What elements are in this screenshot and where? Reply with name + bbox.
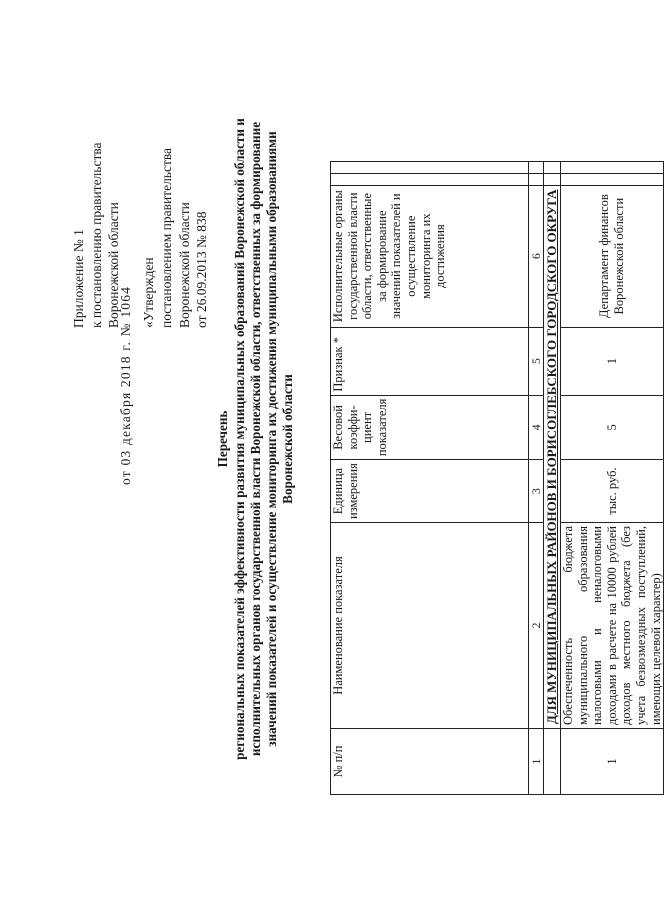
header-weight: Весовой коэффи-циент показателя (331, 395, 529, 460)
table-cell (561, 173, 664, 185)
col-number: 5 (529, 327, 544, 395)
appendix-line: Приложение № 1 (71, 229, 86, 328)
row-sign: 1 (561, 327, 664, 395)
decree-date-number: от 03 декабря 2018 г. № 1064 (118, 285, 133, 485)
appendix-line: Воронежской области (176, 202, 192, 328)
section-row (544, 161, 561, 794)
title-heading: Перечень (215, 410, 230, 468)
header-agency: Исполнительные органы государственной власти области, ответственные за формирование значений показателей и осуществление мониторинга их достижения (331, 185, 529, 327)
header-unit: Единица измерения (331, 460, 529, 523)
table-cell (331, 161, 529, 173)
row-agency: Департамент финансов Воронежской области (561, 185, 664, 327)
document-title (215, 35, 296, 843)
row-unit: тыс. руб. (561, 460, 664, 523)
table-row (561, 161, 664, 794)
appendix-line: постановлением правительства (158, 147, 174, 328)
appendix-line: Воронежской области (106, 202, 122, 328)
row-weight: 5 (561, 395, 664, 460)
col-number: 6 (529, 185, 544, 327)
col-number: 4 (529, 395, 544, 460)
table-cell (544, 729, 561, 795)
appendix-line: «Утвержден (141, 257, 157, 328)
col-number: 3 (529, 460, 544, 523)
header-num: № п/п (331, 729, 529, 795)
header-name: Наименование показателя (331, 523, 529, 729)
table-cell (331, 173, 529, 185)
appendix-line: от 26.09.2013 № 838 (194, 211, 210, 328)
title-line: региональных показателей эффективности развития муниципальных образований Воронежской области и (232, 118, 247, 760)
col-number: 2 (529, 523, 544, 729)
indicators-table (330, 161, 664, 795)
header-sign: Признак * (331, 327, 529, 395)
appendix-block (70, 28, 211, 328)
section-title: ДЛЯ МУНИЦИПАЛЬНЫХ РАЙОНОВ И БОРИСОГЛЕБСКОГО ГОРОДСКОГО ОКРУГА (544, 185, 561, 728)
col-number: 1 (529, 729, 544, 795)
table-cell (529, 173, 544, 185)
title-line: значений показателей и осуществление мониторинга их достижения муниципальными образованиями (264, 131, 279, 747)
row-indicator-name: Обеспеченность бюджета муниципального образования налоговыми и неналоговыми доходами в расчете на 10000 рублей доходов местного бюджета (без учета безвозмездных поступлений, имеющих целевой характер) (561, 523, 664, 729)
title-line: исполнительных органов государственной власти Воронежской области, ответственных за формирование (248, 121, 263, 757)
row-num: 1 (561, 729, 664, 795)
appendix-line: к постановлению правительства (88, 142, 104, 328)
table-cell (561, 161, 664, 173)
table-cell (529, 161, 544, 173)
table-cell (544, 173, 561, 185)
table-header-row (331, 161, 529, 794)
column-number-row (529, 161, 544, 794)
table-cell (544, 161, 561, 173)
title-line: Воронежской области (280, 374, 295, 504)
